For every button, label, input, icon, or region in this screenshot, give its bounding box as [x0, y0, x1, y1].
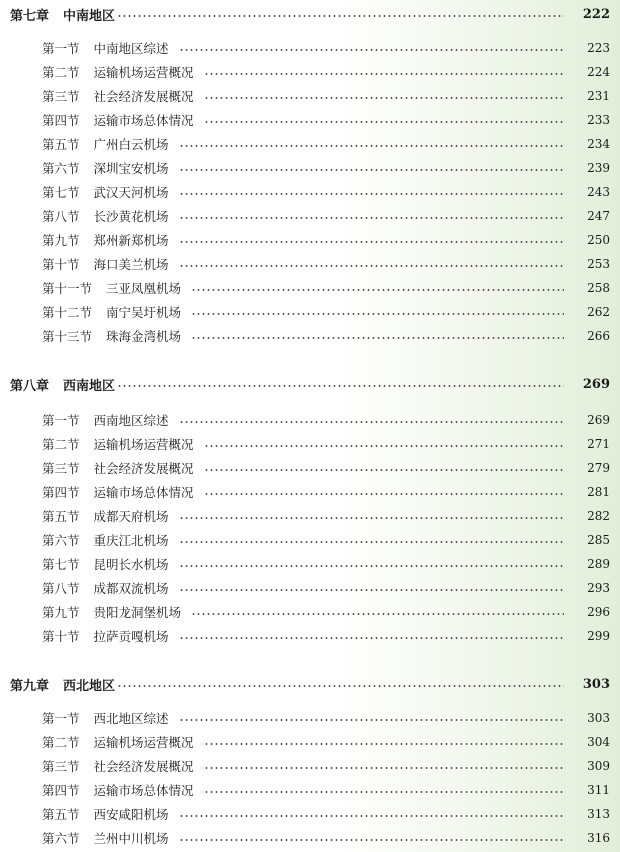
section-number: 第一节: [42, 711, 80, 726]
dot-leader: [204, 445, 564, 447]
dot-leader: [191, 289, 564, 291]
dot-leader: [179, 589, 564, 591]
dot-leader: [179, 193, 564, 195]
chapter-row[interactable]: [0, 674, 620, 694]
section-number: 第十节: [42, 629, 80, 644]
section-number: 第三节: [42, 461, 80, 476]
dot-leader: [204, 767, 564, 769]
section-row[interactable]: [0, 278, 620, 298]
section-row[interactable]: [0, 410, 620, 430]
dot-leader: [179, 241, 564, 243]
section-number: 第一节: [42, 41, 80, 56]
section-row[interactable]: [0, 134, 620, 154]
chapter-number: 第八章: [10, 378, 50, 394]
dot-leader: [191, 313, 564, 315]
dot-leader: [204, 493, 564, 495]
section-title: 重庆江北机场: [93, 533, 169, 548]
section-title: 郑州新郑机场: [93, 233, 169, 248]
section-number: 第九节: [42, 605, 80, 620]
section-page-number: 285: [587, 533, 610, 547]
dot-leader: [191, 613, 564, 615]
chapter-title: 西南地区: [63, 378, 116, 394]
dot-leader: [179, 719, 564, 721]
section-page-number: 281: [587, 485, 610, 499]
section-title: 武汉天河机场: [93, 185, 169, 200]
section-page-number: 266: [587, 329, 610, 343]
dot-leader: [179, 169, 564, 171]
section-row[interactable]: [0, 38, 620, 58]
dot-leader: [179, 815, 564, 817]
dot-leader: [179, 517, 564, 519]
section-page-number: 239: [587, 161, 610, 175]
section-title: 社会经济发展概况: [93, 89, 194, 104]
section-page-number: 258: [587, 281, 610, 295]
section-row[interactable]: [0, 434, 620, 454]
dot-leader: [179, 565, 564, 567]
section-row[interactable]: [0, 506, 620, 526]
section-title: 三亚凤凰机场: [106, 281, 182, 296]
section-number: 第三节: [42, 759, 80, 774]
section-page-number: 262: [587, 305, 610, 319]
section-number: 第十一节: [42, 281, 93, 296]
section-page-number: 223: [587, 41, 610, 55]
section-title: 海口美兰机场: [93, 257, 169, 272]
section-row[interactable]: [0, 254, 620, 274]
section-title: 成都双流机场: [93, 581, 169, 596]
chapter-row[interactable]: [0, 374, 620, 394]
section-title: 社会经济发展概况: [93, 759, 194, 774]
section-page-number: 231: [587, 89, 610, 103]
section-number: 第五节: [42, 137, 80, 152]
section-title: 运输机场运营概况: [93, 735, 194, 750]
section-page-number: 224: [587, 65, 610, 79]
dot-leader: [204, 743, 564, 745]
dot-leader: [179, 839, 564, 841]
section-row[interactable]: [0, 554, 620, 574]
section-row[interactable]: [0, 206, 620, 226]
section-page-number: 247: [587, 209, 610, 223]
section-number: 第八节: [42, 581, 80, 596]
section-number: 第二节: [42, 437, 80, 452]
section-title: 运输机场运营概况: [93, 65, 194, 80]
chapter-page-number: 303: [582, 676, 610, 692]
section-row[interactable]: [0, 578, 620, 598]
section-number: 第五节: [42, 509, 80, 524]
section-page-number: 303: [587, 711, 610, 725]
dot-leader: [191, 337, 564, 339]
section-page-number: 282: [587, 509, 610, 523]
section-number: 第三节: [42, 89, 80, 104]
chapter-row[interactable]: [0, 4, 620, 24]
section-row[interactable]: [0, 326, 620, 346]
section-number: 第九节: [42, 233, 80, 248]
dot-leader: [179, 637, 564, 639]
section-row[interactable]: [0, 182, 620, 202]
section-page-number: 316: [587, 831, 610, 845]
section-title: 西安咸阳机场: [93, 807, 169, 822]
section-title: 拉萨贡嘎机场: [93, 629, 169, 644]
section-number: 第七节: [42, 557, 80, 572]
section-title: 南宁吴圩机场: [106, 305, 182, 320]
section-title: 运输市场总体情况: [93, 783, 194, 798]
section-number: 第六节: [42, 533, 80, 548]
section-row[interactable]: [0, 602, 620, 622]
section-title: 昆明长水机场: [93, 557, 169, 572]
section-title: 兰州中川机场: [93, 831, 169, 846]
section-title: 珠海金湾机场: [106, 329, 182, 344]
section-page-number: 279: [587, 461, 610, 475]
section-page-number: 296: [587, 605, 610, 619]
section-title: 成都天府机场: [93, 509, 169, 524]
dot-leader: [117, 685, 564, 687]
section-page-number: 299: [587, 629, 610, 643]
chapter-number: 第九章: [10, 678, 50, 694]
section-title: 西南地区综述: [93, 413, 169, 428]
section-title: 长沙黄花机场: [93, 209, 169, 224]
dot-leader: [117, 385, 564, 387]
section-row[interactable]: [0, 458, 620, 478]
dot-leader: [179, 541, 564, 543]
section-row[interactable]: [0, 756, 620, 776]
dot-leader: [204, 73, 564, 75]
section-row[interactable]: [0, 626, 620, 646]
section-number: 第六节: [42, 831, 80, 846]
section-page-number: 311: [587, 783, 610, 797]
section-number: 第六节: [42, 161, 80, 176]
dot-leader: [204, 121, 564, 123]
section-number: 第四节: [42, 783, 80, 798]
dot-leader: [204, 97, 564, 99]
section-row[interactable]: [0, 732, 620, 752]
section-number: 第一节: [42, 413, 80, 428]
dot-leader: [179, 217, 564, 219]
section-page-number: 243: [587, 185, 610, 199]
dot-leader: [204, 469, 564, 471]
section-title: 深圳宝安机场: [93, 161, 169, 176]
dot-leader: [204, 791, 564, 793]
section-number: 第二节: [42, 65, 80, 80]
section-title: 中南地区综述: [93, 41, 169, 56]
section-row[interactable]: [0, 86, 620, 106]
section-page-number: 313: [587, 807, 610, 821]
section-title: 西北地区综述: [93, 711, 169, 726]
section-number: 第十节: [42, 257, 80, 272]
section-title: 贵阳龙洞堡机场: [93, 605, 182, 620]
section-page-number: 233: [587, 113, 610, 127]
section-number: 第四节: [42, 113, 80, 128]
section-number: 第八节: [42, 209, 80, 224]
section-row[interactable]: [0, 804, 620, 824]
chapter-page-number: 269: [582, 376, 610, 392]
section-row[interactable]: [0, 828, 620, 848]
section-row[interactable]: [0, 110, 620, 130]
dot-leader: [117, 15, 564, 17]
section-page-number: 269: [587, 413, 610, 427]
chapter-number: 第七章: [10, 8, 50, 24]
section-title: 广州白云机场: [93, 137, 169, 152]
section-page-number: 304: [587, 735, 610, 749]
section-page-number: 250: [587, 233, 610, 247]
section-row[interactable]: [0, 62, 620, 82]
section-number: 第五节: [42, 807, 80, 822]
section-page-number: 253: [587, 257, 610, 271]
section-title: 社会经济发展概况: [93, 461, 194, 476]
section-page-number: 293: [587, 581, 610, 595]
section-row[interactable]: [0, 482, 620, 502]
dot-leader: [179, 145, 564, 147]
section-page-number: 271: [587, 437, 610, 451]
section-page-number: 234: [587, 137, 610, 151]
section-row[interactable]: [0, 708, 620, 728]
section-page-number: 309: [587, 759, 610, 773]
chapter-page-number: 222: [582, 6, 610, 22]
section-title: 运输市场总体情况: [93, 485, 194, 500]
section-row[interactable]: [0, 158, 620, 178]
section-number: 第四节: [42, 485, 80, 500]
section-row[interactable]: [0, 230, 620, 250]
dot-leader: [179, 421, 564, 423]
dot-leader: [179, 265, 564, 267]
section-row[interactable]: [0, 530, 620, 550]
section-page-number: 289: [587, 557, 610, 571]
section-row[interactable]: [0, 780, 620, 800]
section-number: 第十三节: [42, 329, 93, 344]
chapter-title: 西北地区: [63, 678, 116, 694]
chapter-title: 中南地区: [63, 8, 116, 24]
section-title: 运输市场总体情况: [93, 113, 194, 128]
section-number: 第七节: [42, 185, 80, 200]
section-title: 运输机场运营概况: [93, 437, 194, 452]
section-row[interactable]: [0, 302, 620, 322]
section-number: 第十二节: [42, 305, 93, 320]
dot-leader: [179, 49, 564, 51]
section-number: 第二节: [42, 735, 80, 750]
